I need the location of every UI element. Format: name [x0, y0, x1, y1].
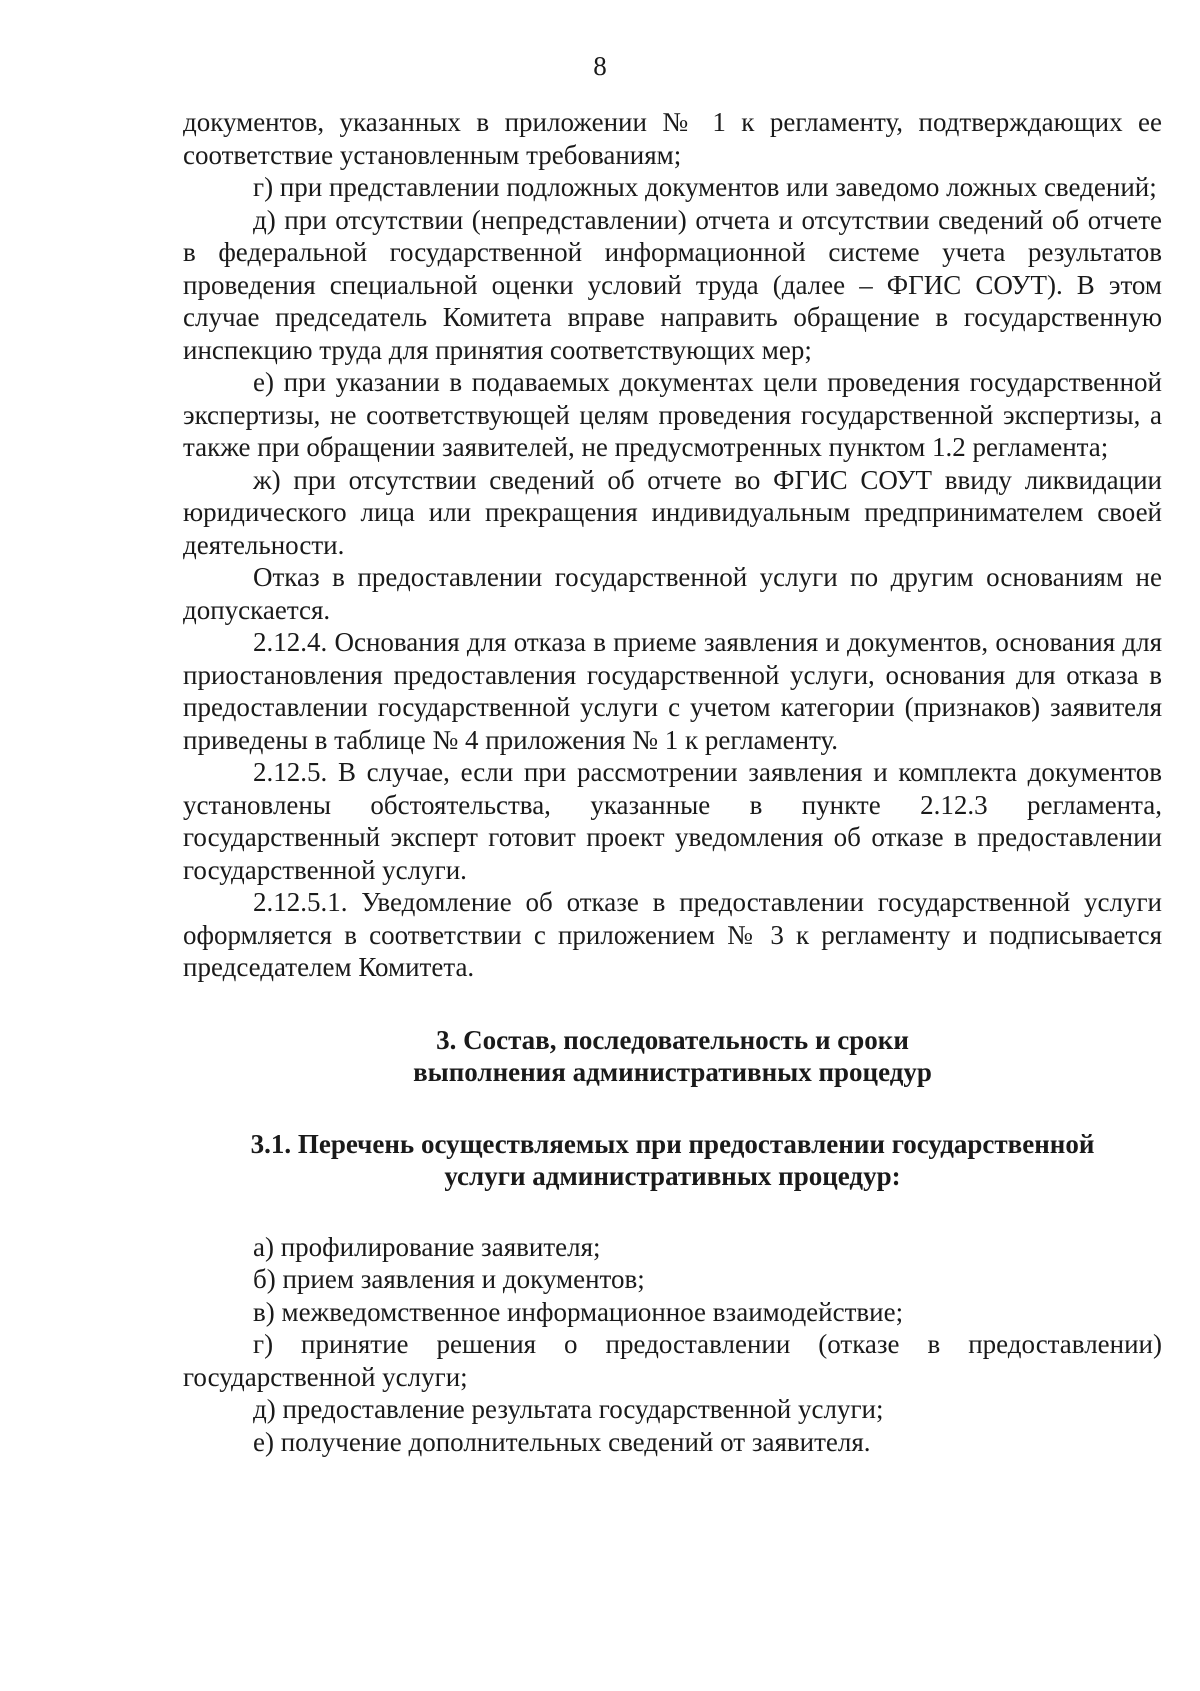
section-3-heading-line1: 3. Состав, последовательность и сроки: [436, 1024, 909, 1055]
paragraph-item-zh: ж) при отсутствии сведений об отчете во ФГИС СОУТ ввиду ликвидации юридического лица или прекращения индивидуальным предпринимателем своей деятельности.: [183, 464, 1162, 560]
paragraph-item-d: д) при отсутствии (непредставлении) отчета и отсутствии сведений об отчете в федеральной государственной информационной системе учета результатов проведения специальной оценки условий труда (далее – ФГИС СОУТ). В этом случае председатель Комитета вправе направить обращение в государственную инспекцию труда для принятия соответствующих мер;: [183, 204, 1162, 365]
procedures-list: [183, 1231, 1162, 1459]
list-item: б) прием заявления и документов;: [253, 1264, 645, 1294]
section-3-1-heading-line1: 3.1. Перечень осуществляемых при предоставлении государственной: [250, 1128, 1095, 1159]
paragraph-refusal-note: Отказ в предоставлении государственной услуги по другим основаниям не допускается.: [183, 562, 1162, 625]
list-item: е) получение дополнительных сведений от заявителя.: [253, 1426, 871, 1457]
paragraph-continuation: документов, указанных в приложении № 1 к регламенту, подтверждающих ее соответствие установленным требованиям;: [183, 107, 1162, 170]
document-body: [183, 106, 1162, 1458]
paragraph-2-12-5: 2.12.5. В случае, если при рассмотрении заявления и комплекта документов установлены обстоятельства, указанные в пункте 2.12.3 регламента, государственный эксперт готовит проект уведомления об отказе в предоставлении государственной услуги.: [183, 757, 1162, 885]
list-item: а) профилирование заявителя;: [253, 1231, 601, 1262]
paragraph-item-e: е) при указании в подаваемых документах цели проведения государственной экспертизы, не соответствующей целям проведения государственной экспертизы, а также при обращении заявителей, не предусмотренных пунктом 1.2 регламента;: [183, 367, 1162, 462]
list-item: в) межведомственное информационное взаимодействие;: [253, 1296, 904, 1327]
section-3-heading-line2: выполнения административных процедур: [413, 1057, 932, 1087]
list-item: г) принятие решения о предоставлении (отказе в предоставлении) государственной услуги;: [183, 1329, 1162, 1392]
paragraph-2-12-5-1: 2.12.5.1. Уведомление об отказе в предоставлении государственной услуги оформляется в соответствии с приложением № 3 к регламенту и подписывается председателем Комитета.: [183, 887, 1162, 982]
list-item: д) предоставление результата государственной услуги;: [253, 1394, 884, 1424]
paragraph-item-g: г) при представлении подложных документов или заведомо ложных сведений;: [253, 172, 1157, 202]
paragraph-2-12-4: 2.12.4. Основания для отказа в приеме заявления и документов, основания для приостановления предоставления государственной услуги, основания для отказа в предоставлении государственной услуги с учетом категории (признаков) заявителя приведены в таблице № 4 приложения № 1 к регламенту.: [183, 627, 1162, 755]
section-3-1-heading: [175, 1128, 1170, 1193]
page-number: 8: [593, 51, 607, 81]
section-3-heading: [183, 1024, 1162, 1089]
section-3-1-heading-line2: услуги административных процедур:: [444, 1161, 901, 1191]
